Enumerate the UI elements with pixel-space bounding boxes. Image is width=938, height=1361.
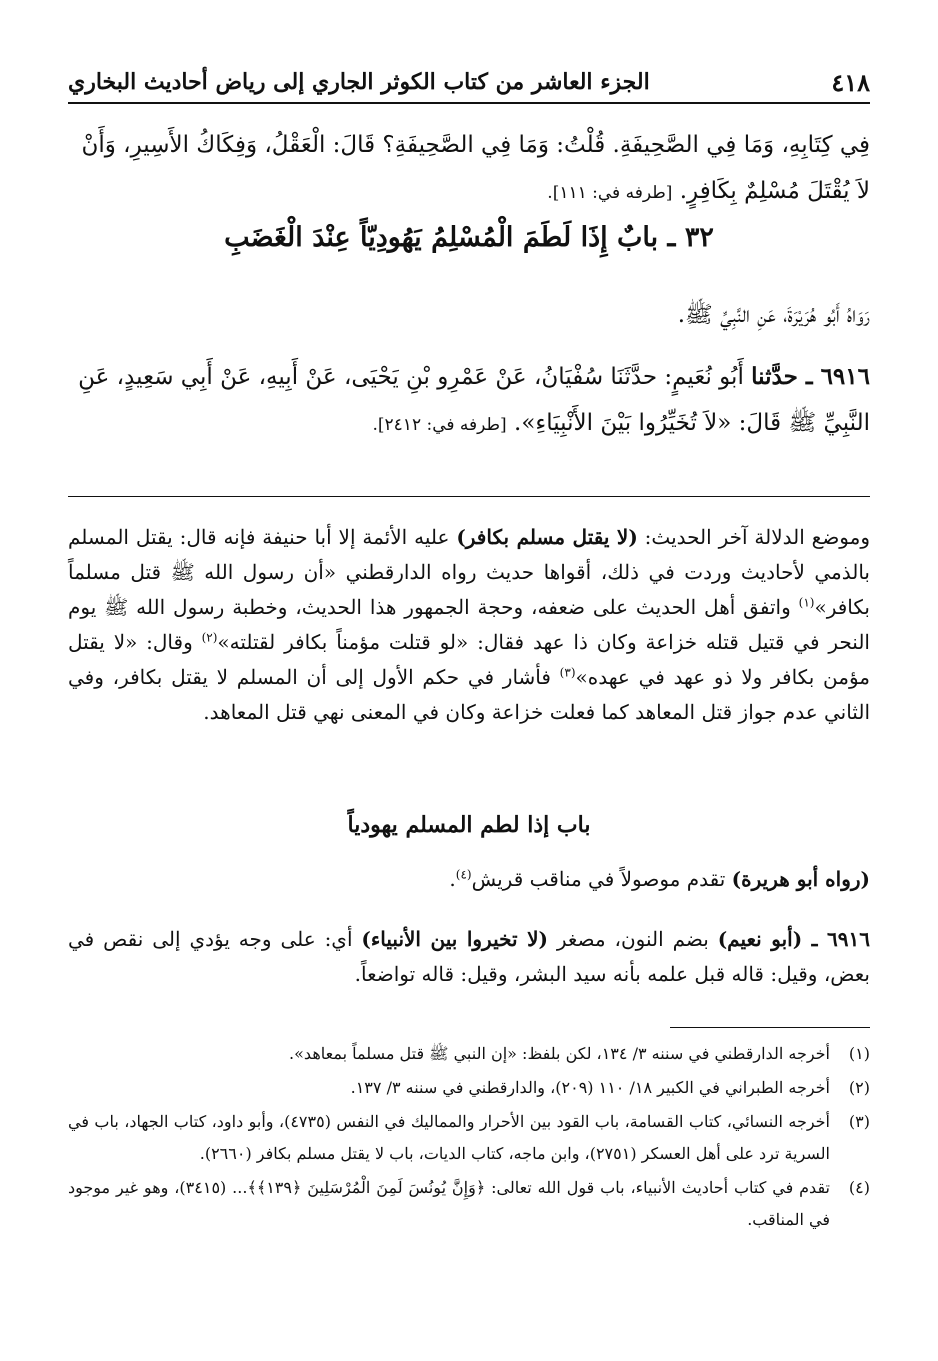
footnote-marker: (٣) (559, 665, 576, 680)
footnote-text: أخرجه النسائي، كتاب القسامة، باب القود بين الأحرار والمماليك في النفس (٤٧٣٥)، وأبو داود، كتاب الجهاد، باب في السرية ترد على أهل العسكر (٢٧٥١)، وابن ماجه، كتاب الديات، باب لا يقتل مسلم بكافر (٢٦٦٠). (68, 1112, 831, 1163)
footnote-marker: (٤) (455, 867, 472, 882)
page-number: ٤١٨ (831, 67, 870, 97)
footnote-divider (670, 1027, 870, 1028)
commentary-text: وقال: «لا يقتل مؤمن بكافر ولا ذو عهد في عهده» (68, 630, 870, 689)
commentary-text: واتفق أهل الحديث على ضعفه، وحجة الجمهور هذا الحديث، وخطبة رسول الله ﷺ يوم النحر في قتيل قتله خزاعة وكان ذا عهد فقال: «لو قتلت مؤمناً بكافر لقتلته» (68, 595, 870, 654)
hadith-6916 (68, 354, 870, 448)
text-commentary-divider (68, 496, 870, 497)
footnote-item (68, 1038, 870, 1070)
commentary-text: وموضع الدلالة آخر الحديث: (637, 525, 871, 549)
commentary-paragraph-3 (68, 922, 870, 992)
commentary-text: فأشار في حكم الأول إلى أن المسلم لا يقتل بكافر، وفي الثاني عدم جواز قتل المعاهد كما فعلت خزاعة وكان في المعنى نهي قتل المعاهد. (68, 665, 870, 724)
continuation-reference: [طرفه في: ١١١]. (547, 183, 673, 203)
commentary-quote: (أبو نعيم) (717, 927, 803, 951)
hadith-reference: [طرفه في: ٢٤١٢]. (372, 415, 507, 435)
footnote-item (68, 1106, 870, 1170)
footnote-number: (١) (848, 1044, 870, 1063)
commentary-text: بضم النون، مصغر (547, 927, 718, 951)
chapter-title: ٣٢ ـ بابٌ إِذَا لَطَمَ الْمُسْلِمُ يَهُودِيّاً عِنْدَ الْغَضَبِ (224, 222, 714, 253)
commentary-chapter-heading: باب إذا لطم المسلم يهودياً (347, 812, 591, 838)
footnote-text: أخرجه الدارقطني في سننه ٣/ ١٣٤، لكن بلفظ: «إن النبي ﷺ قتل مسلماً بمعاهد». (289, 1044, 830, 1063)
commentary-quote: (رواه أبو هريرة) (731, 867, 870, 891)
narration-line: رَوَاهُ أَبُو هُرَيْرَةَ، عَنِ النَّبِيِّ ﷺ. (677, 302, 870, 328)
footnote-marker: (٢) (201, 630, 218, 645)
hadith-number: ٦٩١٦ ـ حدَّثنا (751, 363, 870, 390)
page-header (68, 62, 870, 104)
footnote-number: (٤) (848, 1178, 870, 1197)
footnote-number: (٢) (848, 1078, 870, 1097)
commentary-paragraph-1 (68, 520, 870, 730)
commentary-paragraph-2 (68, 862, 870, 897)
commentary-text: تقدم موصولاً في مناقب قريش (471, 867, 732, 891)
footnotes (68, 1038, 870, 1238)
running-title: الجزء العاشر من كتاب الكوثر الجاري إلى رياض أحاديث البخاري (68, 69, 650, 95)
commentary-hadith-number: ٦٩١٦ ـ (802, 927, 870, 951)
hadith-text: أَبُو نُعَيمٍ: حدَّثَنَا سُفْيَانُ، عَنْ عَمْرِو بْنِ يَحْيَى، عَنْ أَبِيهِ، عَنْ أَبِي سَعِيدٍ، عَنِ النَّبِيِّ ﷺ قَالَ: «لاَ تُخَيِّرُوا بَيْنَ الأَنْبِيَاءِ». (78, 364, 870, 436)
footnote-number: (٣) (848, 1112, 870, 1131)
footnote-marker: (١) (798, 595, 815, 610)
continuation-text: فِي كِتَابِهِ، وَمَا فِي الصَّحِيفَةِ. قُلْتُ: وَمَا فِي الصَّحِيفَةِ؟ قَالَ: الْعَقْلُ، وَفِكَاكُ الأَسِيرِ، وَأَنْ لاَ يُقْتَلَ مُسْلِمٌ بِكَافِرٍ. (81, 132, 870, 204)
commentary-text: عليه الأئمة إلا أبا حنيفة فإنه قال: يقتل المسلم بالذمي لأحاديث وردت في ذلك، أقواها حديث رواه الدارقطني «أن رسول الله ﷺ قتل مسلماً بكافر» (68, 525, 870, 619)
footnote-item (68, 1072, 870, 1104)
commentary-quote: (لا تخيروا بين الأنبياء) (361, 927, 548, 951)
commentary-quote: (لا يقتل مسلم بكافر) (456, 525, 638, 549)
footnote-item (68, 1172, 870, 1236)
commentary-text: . (449, 867, 456, 891)
commentary-text: أي: على وجه يؤدي إلى نقص في بعض، وقيل: قاله قبل علمه بأنه سيد البشر، وقيل: قاله تواضعاً. (68, 927, 870, 986)
hadith-continuation (68, 122, 870, 216)
footnote-text: أخرجه الطبراني في الكبير ١٨/ ١١٠ (٢٠٩)، والدارقطني في سننه ٣/ ١٣٧. (350, 1078, 830, 1097)
footnote-text: تقدم في كتاب أحاديث الأنبياء، باب قول الله تعالى: ﴿وَإِنَّ يُونُسَ لَمِنَ الْمُرْسَلِينَ ﴿١٣٩﴾﴾... (٣٤١٥)، وهو غير موجود في المناقب. (68, 1178, 831, 1229)
